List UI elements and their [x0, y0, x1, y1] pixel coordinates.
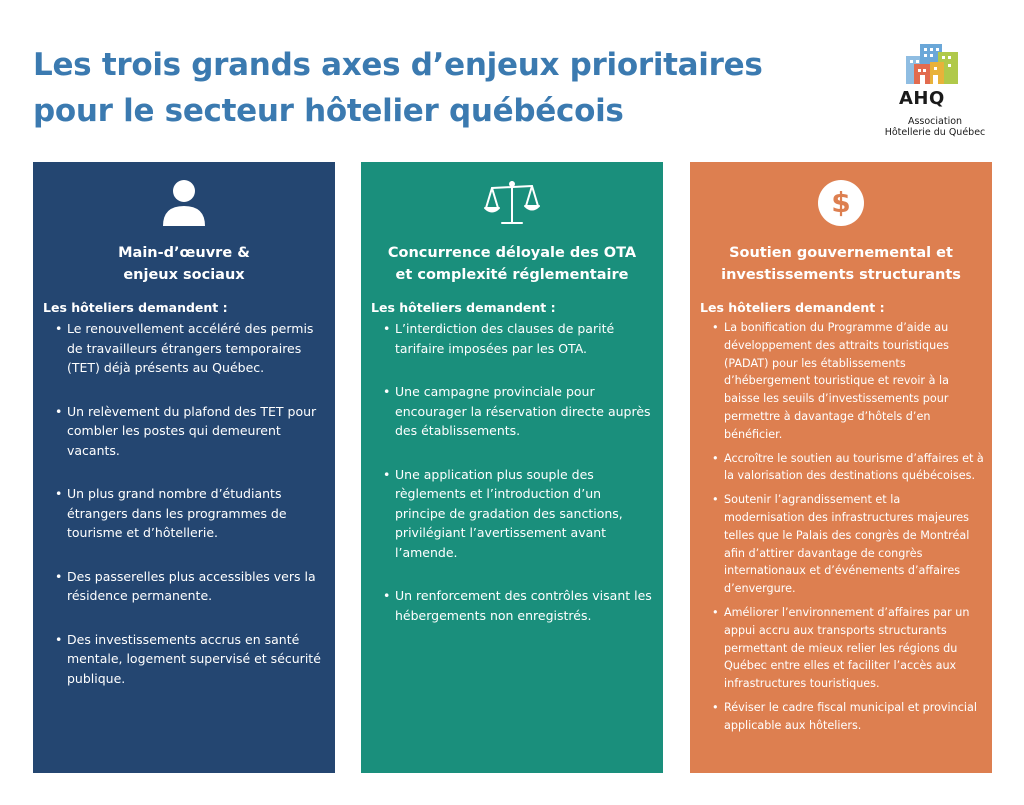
column-heading-line1: Main-d’œuvre & — [118, 245, 250, 261]
demand-label: Les hôteliers demandent : — [371, 300, 556, 315]
column-competition — [361, 162, 663, 773]
list-item: • Accroître le soutien au tourisme d’affaires et à la valorisation des destinations québécoises. — [712, 450, 984, 486]
demand-label: Les hôteliers demandent : — [700, 300, 885, 315]
demand-list — [712, 319, 984, 741]
page-title-line1: Les trois grands axes d’enjeux prioritaires — [33, 47, 763, 83]
column-government-support — [690, 162, 992, 773]
logo-name-line1: Association — [907, 116, 963, 127]
list-item: • Soutenir l’agrandissement et la modernisation des infrastructures majeures telles que le Palais des congrès de Montréal afin d’attirer davantage de congrès internationaux et d’événements d’affaires d’envergure. — [712, 491, 984, 598]
logo-abbreviation: AHQ — [899, 88, 945, 109]
list-item: • Un renforcement des contrôles visant les hébergements non enregistrés. — [383, 586, 655, 625]
list-item: • Une campagne provinciale pour encourager la réservation directe auprès des établissements. — [383, 382, 655, 441]
logo-name-line2: Hôtellerie du Québec — [884, 127, 986, 138]
list-item: • Réviser le cadre fiscal municipal et provincial applicable aux hôteliers. — [712, 699, 984, 735]
column-heading-line1: Concurrence déloyale des OTA — [387, 245, 637, 261]
hotel-buildings-logo-icon — [902, 42, 962, 88]
page-title — [33, 42, 853, 134]
dollar-icon — [816, 178, 866, 228]
column-heading — [371, 242, 653, 286]
balance-scale-icon — [484, 178, 540, 228]
svg-text:$: $ — [831, 186, 851, 219]
column-heading — [43, 242, 325, 286]
logo-name — [880, 116, 990, 138]
column-heading-line2: et complexité réglementaire — [395, 267, 629, 283]
list-item: • Des passerelles plus accessibles vers la résidence permanente. — [55, 567, 327, 606]
list-item: • Le renouvellement accéléré des permis de travailleurs étrangers temporaires (TET) déjà présents au Québec. — [55, 319, 327, 378]
list-item: • Une application plus souple des règlements et l’introduction d’un principe de gradation des sanctions, privilégiant l’avertissement avant l’amende. — [383, 465, 655, 563]
column-heading-line1: Soutien gouvernemental et — [729, 245, 953, 261]
list-item: • Un plus grand nombre d’étudiants étrangers dans les programmes de tourisme et d’hôtellerie. — [55, 484, 327, 543]
list-item: • L’interdiction des clauses de parité tarifaire imposées par les OTA. — [383, 319, 655, 358]
list-item: • Des investissements accrus en santé mentale, logement supervisé et sécurité publique. — [55, 630, 327, 689]
list-item: • La bonification du Programme d’aide au développement des attraits touristiques (PADAT) pour les établissements d’hébergement touristique et revoir à la baisse les seuils d’investissements pour permettre à davantage d’hôtels d’en bénéficier. — [712, 319, 984, 444]
column-workforce — [33, 162, 335, 773]
demand-list — [383, 319, 655, 649]
column-heading — [700, 242, 982, 286]
person-icon — [161, 178, 207, 228]
page-title-line2: pour le secteur hôtelier québécois — [33, 93, 624, 129]
demand-label: Les hôteliers demandent : — [43, 300, 228, 315]
column-heading-line2: enjeux sociaux — [123, 267, 245, 283]
list-item: • Un relèvement du plafond des TET pour combler les postes qui demeurent vacants. — [55, 402, 327, 461]
list-item: • Améliorer l’environnement d’affaires par un appui accru aux transports structurants permettant de mieux relier les régions du Québec entre elles et faciliter l’accès aux infrastructures touristiques. — [712, 604, 984, 693]
ahq-logo — [884, 42, 986, 142]
demand-list — [55, 319, 327, 712]
column-heading-line2: investissements structurants — [721, 267, 961, 283]
